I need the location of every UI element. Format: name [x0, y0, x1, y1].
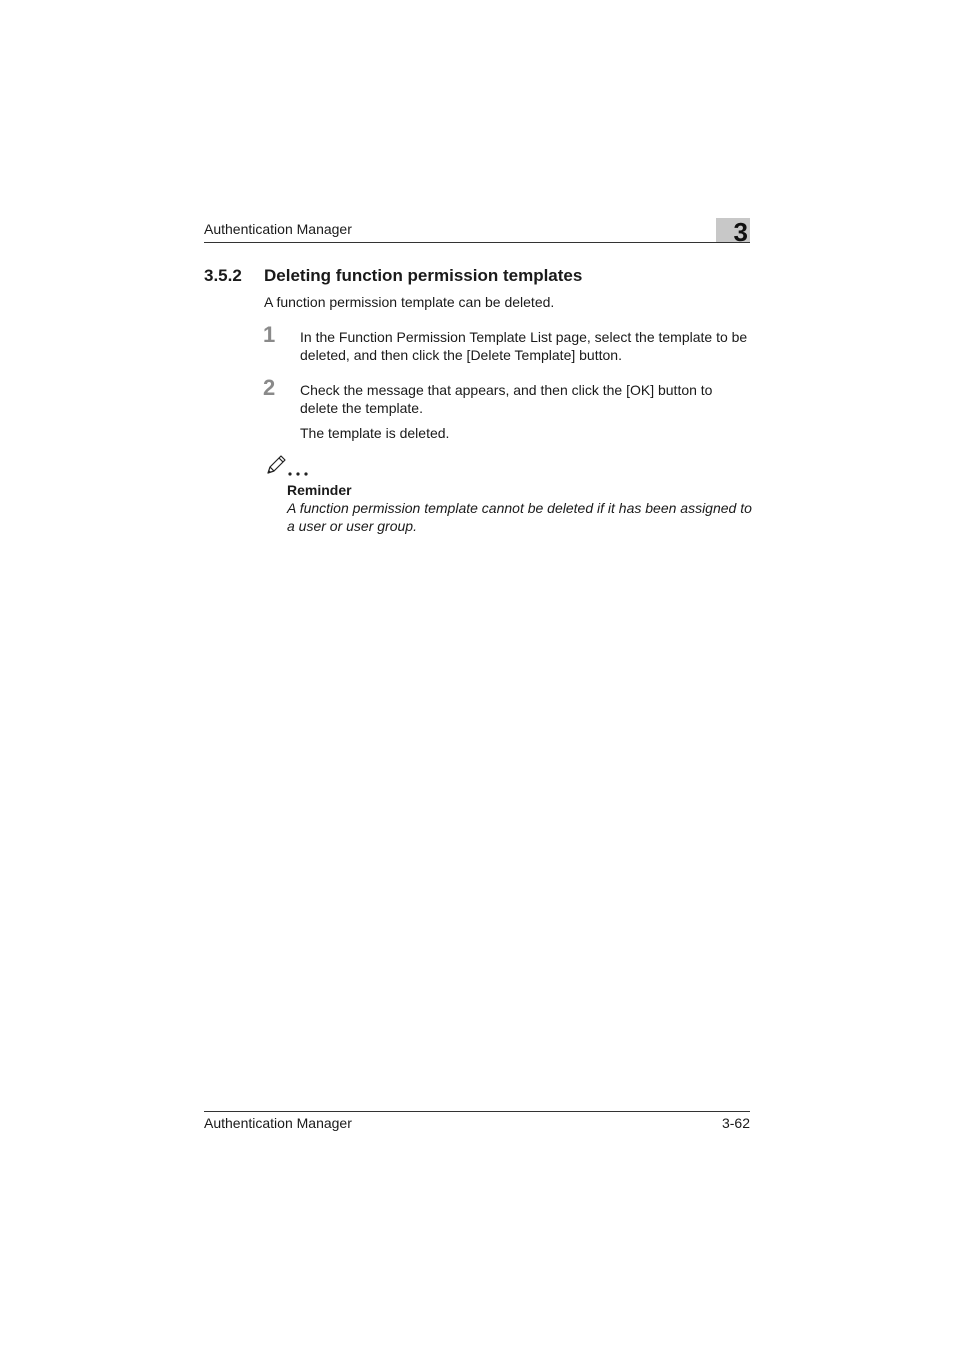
header-divider: [204, 242, 750, 243]
step-2-number: 2: [263, 375, 276, 400]
step-1-text: In the Function Permission Template List page, select the template to be deleted, and then click the [Delete Template] button.: [300, 329, 748, 363]
step-2-text: Check the message that appears, and then click the [OK] button to delete the template.: [300, 382, 713, 416]
step-1-number: 1: [263, 322, 276, 347]
step-2-result: The template is deleted.: [300, 425, 450, 441]
chapter-number: 3: [733, 217, 748, 247]
reminder-text: A function permission template cannot be deleted if it has been assigned to a user or user group.: [287, 500, 752, 534]
section-number: 3.5.2: [204, 266, 242, 285]
footer-divider: [204, 1111, 750, 1112]
footer-title: Authentication Manager: [204, 1115, 352, 1131]
section-title: Deleting function permission templates: [264, 266, 583, 285]
reminder-label: Reminder: [287, 482, 352, 498]
section-intro: A function permission template can be deleted.: [264, 294, 555, 310]
running-header-title: Authentication Manager: [204, 221, 352, 237]
page-number: 3-62: [721, 1115, 750, 1131]
pencil-icon: [264, 452, 312, 478]
